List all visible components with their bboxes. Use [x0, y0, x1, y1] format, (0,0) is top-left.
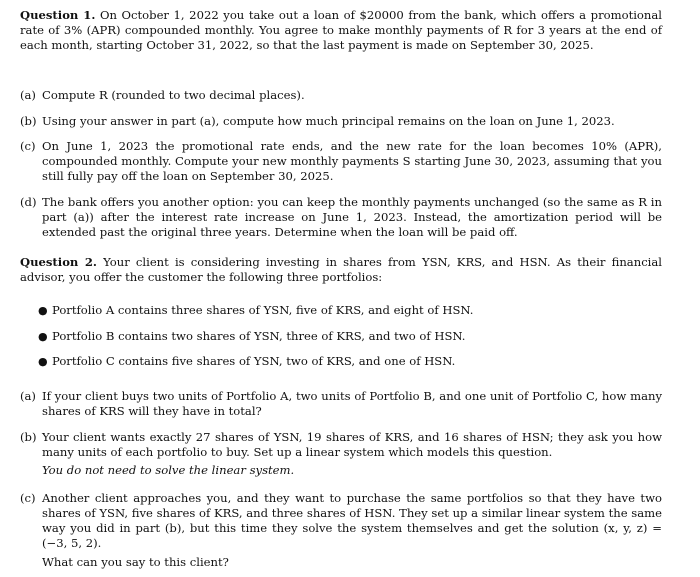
q1-part-c [20, 139, 662, 184]
bullet-icon: ● [38, 330, 48, 343]
part-text: Your client wants exactly 27 shares of YSN, 19 shares of KRS, and 16 shares of HSN; they ask you how many units of each portfolio to buy. Set up a linear system which models this question. [42, 430, 662, 459]
bullet-icon: ● [38, 304, 48, 317]
bullet-text: Portfolio C contains five shares of YSN, two of KRS, and one of HSN. [52, 354, 456, 368]
part-label: (c) [20, 491, 36, 505]
part-text: Another client approaches you, and they want to purchase the same portfolios so that they have two shares of YSN, five shares of KRS, and three shares of HSN. They set up a similar linear system the same way you did in part (b), but this time they solve the system themselves and get the solution (x, y, z) = (−3, 5, 2). [42, 491, 662, 550]
portfolio-a-item [38, 303, 662, 318]
part-text: On June 1, 2023 the promotional rate ends, and the new rate for the loan becomes 10% (APR), compounded monthly. Compute your new monthly payments S starting June 30, 2023, assuming that you still fully pay off the loan on September 30, 2025. [42, 139, 662, 183]
portfolio-b-item [38, 329, 662, 344]
question-1-intro [20, 8, 662, 53]
part-text: If your client buys two units of Portfolio A, two units of Portfolio B, and one unit of Portfolio C, how many shares of KRS will they have in total? [42, 389, 662, 418]
part-label: (c) [20, 139, 36, 153]
q1-part-d [20, 195, 662, 240]
q2-part-b [20, 430, 662, 478]
part-text: The bank offers you another option: you can keep the monthly payments unchanged (so the same as R in part (a)) after the interest rate increase on June 1, 2023. Instead, the amortization period will be extended past the original three years. Determine when the loan will be paid off. [42, 195, 662, 239]
part-label: (b) [20, 114, 37, 128]
part-text: Compute R (rounded to two decimal places). [42, 88, 305, 102]
question-2-intro [20, 255, 662, 285]
part-body [42, 491, 662, 570]
part-text: Using your answer in part (a), compute how much principal remains on the loan on June 1, 2023. [42, 114, 615, 128]
question-1-label: Question 1. [20, 8, 96, 22]
question-1-text: On October 1, 2022 you take out a loan of $20000 from the bank, which offers a promotional rate of 3% (APR) compounded monthly. You agree to make monthly payments of R for 3 years at the end of each month, starting October 31, 2022, so that the last payment is made on September 30, 2025. [20, 8, 662, 52]
bullet-icon: ● [38, 355, 48, 368]
bullet-text: Portfolio B contains two shares of YSN, three of KRS, and two of HSN. [52, 329, 466, 343]
part-body [42, 430, 662, 478]
part-label: (b) [20, 430, 37, 444]
q1-part-a [20, 88, 662, 103]
part-note: What can you say to this client? [42, 555, 229, 569]
q2-part-c [20, 491, 662, 570]
part-label: (a) [20, 389, 36, 403]
q2-part-a [20, 389, 662, 419]
question-2-text: Your client is considering investing in shares from YSN, KRS, and HSN. As their financial advisor, you offer the customer the following three portfolios: [20, 255, 663, 284]
portfolio-c-item [38, 354, 662, 369]
part-label: (d) [20, 195, 37, 209]
bullet-text: Portfolio A contains three shares of YSN, five of KRS, and eight of HSN. [52, 303, 474, 317]
question-2-label: Question 2. [20, 255, 97, 269]
part-label: (a) [20, 88, 36, 102]
part-note: You do not need to solve the linear system. [42, 463, 295, 477]
q1-part-b [20, 114, 662, 129]
